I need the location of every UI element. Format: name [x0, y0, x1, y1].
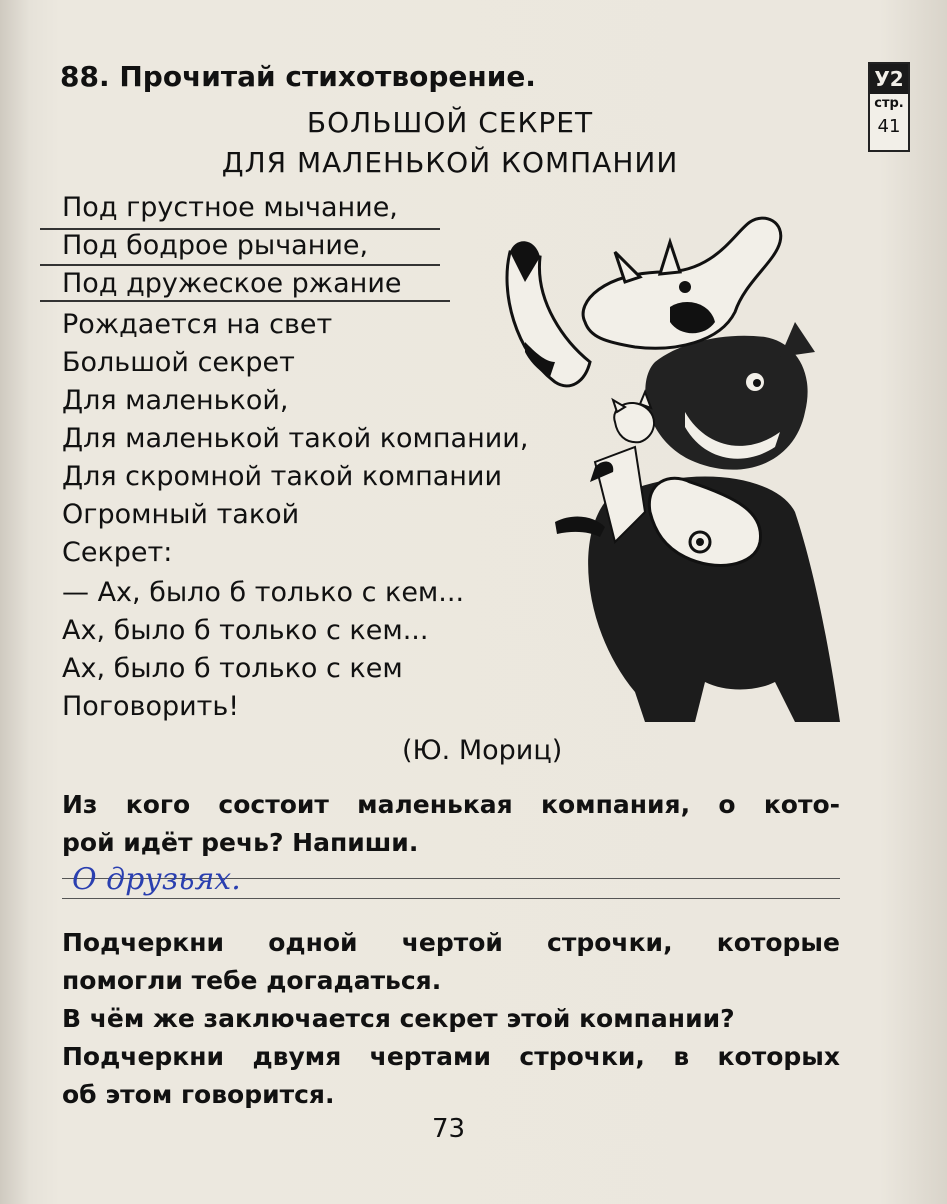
task-heading: 88. Прочитай стихотворение.	[60, 60, 536, 93]
poem-title-line1: БОЛЬШОЙ СЕКРЕТ	[306, 106, 594, 139]
poem-line-3: Под дружеское ржание	[62, 268, 402, 299]
badge-label: У2	[870, 64, 908, 94]
writing-line	[62, 898, 840, 899]
poem-line-14: Поговорить!	[62, 691, 240, 722]
instruction2-line2: об этом говорится.	[62, 1080, 335, 1109]
underline	[40, 264, 440, 266]
poem-line-8: Для скромной такой компании	[62, 461, 503, 492]
poem-line-12: Ах, было б только с кем...	[62, 615, 429, 646]
poem-line-11: — Ах, было б только с кем...	[62, 577, 465, 608]
question1-line1: Из кого состоит маленькая компания, о кото-	[62, 790, 840, 819]
instruction2-line1: Подчеркни двумя чертами строчки, в которых	[62, 1042, 840, 1071]
handwritten-answer: О друзьях.	[72, 862, 241, 897]
underline	[40, 300, 450, 302]
page-number: 73	[432, 1114, 466, 1144]
poem-line-7: Для маленькой такой компании,	[62, 423, 529, 454]
question2-line1: В чём же заключается секрет этой компании?	[62, 1004, 735, 1033]
instruction1-line1: Подчеркни одной чертой строчки, которые	[62, 928, 840, 957]
poem-line-13: Ах, было б только с кем	[62, 653, 403, 684]
poem-author: (Ю. Мориц)	[402, 735, 563, 766]
instruction1-line2: помогли тебе догадаться.	[62, 966, 442, 995]
badge-page-number: 41	[877, 116, 901, 137]
animals-illustration	[495, 212, 845, 727]
question1-line2: рой идёт речь? Напиши.	[62, 828, 419, 857]
page-reference-badge	[868, 62, 910, 152]
poem-line-5: Большой секрет	[62, 347, 295, 378]
poem-title-line2: ДЛЯ МАЛЕНЬКОЙ КОМПАНИИ	[221, 146, 679, 179]
poem-line-2: Под бодрое рычание,	[62, 230, 369, 261]
badge-page-label: стр.	[874, 96, 904, 111]
poem-line-4: Рождается на свет	[62, 309, 333, 340]
poem-line-10: Секрет:	[62, 537, 173, 568]
poem-line-1: Под грустное мычание,	[62, 192, 398, 223]
poem-line-9: Огромный такой	[62, 499, 300, 530]
poem-line-6: Для маленькой,	[62, 385, 289, 416]
